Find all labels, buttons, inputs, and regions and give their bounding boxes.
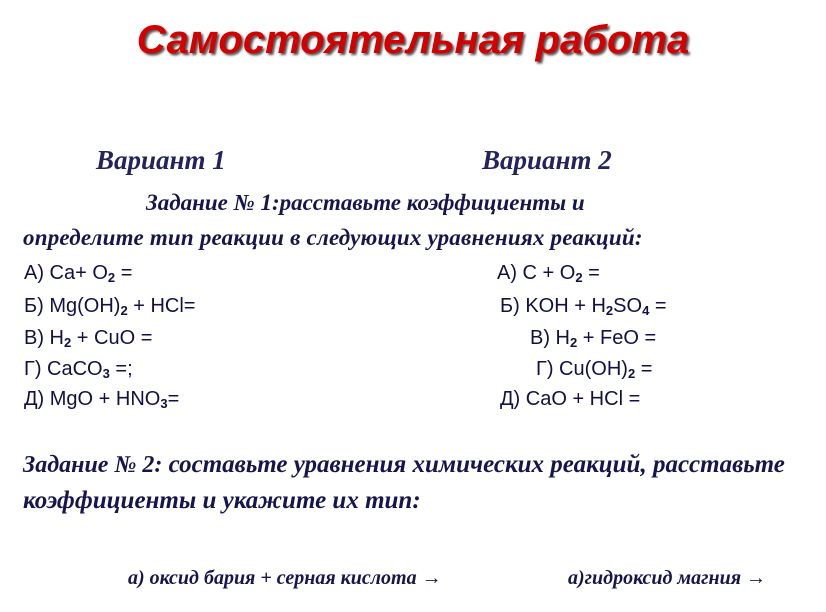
page-title: Самостоятельная работа [136,18,690,62]
task-2-variant-1-item: а) оксид бария + серная кислота → [128,567,442,589]
task-2-text: составьте уравнения химических реакций, расставьте коэффициенты и укажите их тип: [23,451,785,514]
v1-equation-c: В) $H_2$ + CuO = [24,327,153,350]
v1-equation-b: Б) $Mg(OH)_2 + HCl=$ [24,295,196,318]
v1-equation-a: А) $Ca+ O_2$ = [24,262,133,285]
v2-equation-e: Д) CaO + HCl = [500,388,641,410]
variant-2-heading: Вариант 2 [482,145,612,175]
task-1-line-1 [146,190,585,216]
v2-equation-b: Б) KOH + $H_2SO_4$ = [500,295,667,318]
v1-equation-e: Д) MgO + $HNO_3=$ [24,388,180,411]
v2-equation-d: Г) $Cu(OH)_2$ = [536,358,653,381]
v2-equation-c: В) $H_2$ + FeO = [530,327,657,350]
task-1-label: Задание № [146,190,255,215]
task-2-variant-2-item: а)гидроксид магния → [568,567,766,589]
task-2-label: Задание № 2: [23,452,163,478]
v2-equation-a: А) $C + O_2$ = [497,262,600,285]
variant-1-heading: Вариант 1 [96,145,226,175]
task-1-text-1: 1:расставьте коэффициенты и [254,190,585,215]
task-1-line-2: определите тип реакции в следующих уравнениях реакций: [23,225,643,250]
task-2-paragraph [23,447,813,519]
v1-equation-d: Г) CaCO$_3$ =; [24,358,133,381]
